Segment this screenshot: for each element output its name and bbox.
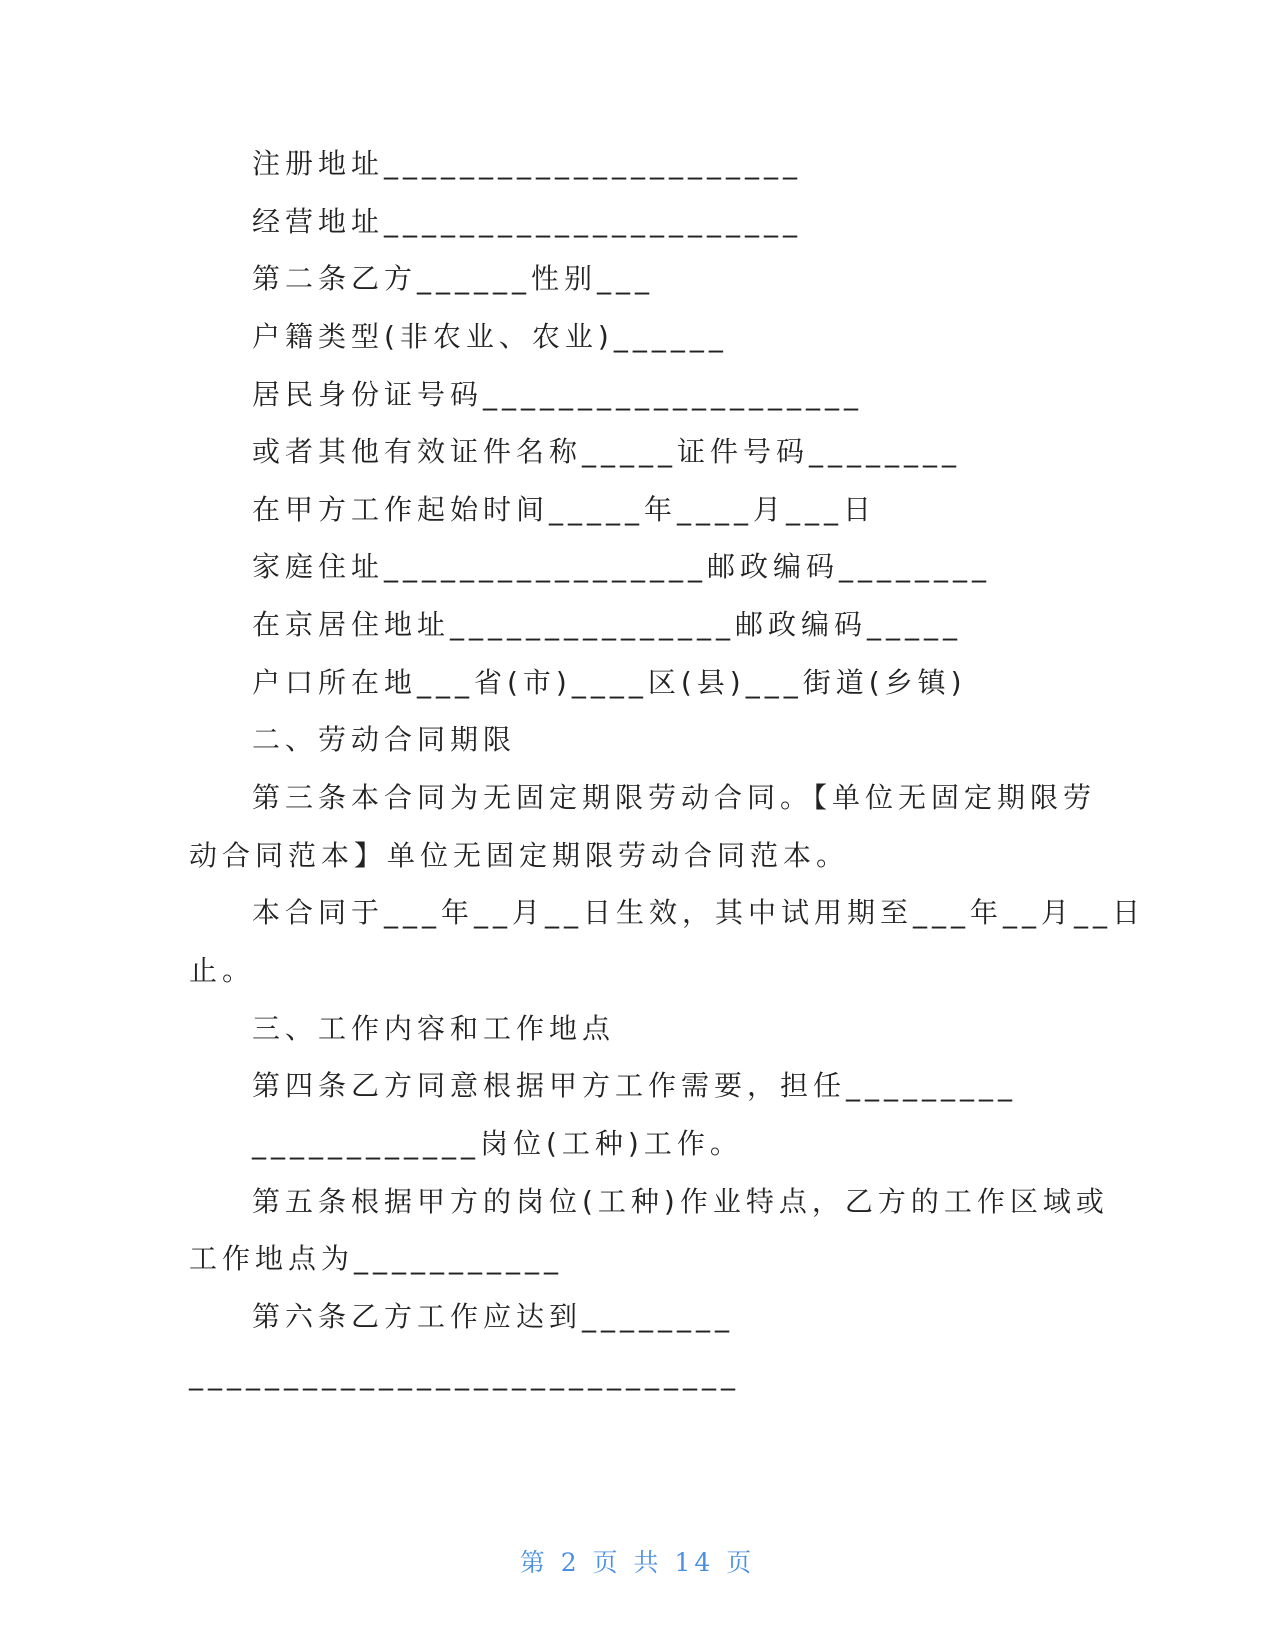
beijing-address-line: 在京居住地址_______________邮政编码_____ [252,608,963,641]
effective-date-line-1: 本合同于___年__月__日生效，其中试用期至___年__月__日 [252,896,1146,929]
article-6-line-2: _____________________________ [189,1358,740,1391]
registered-address-line: 注册地址______________________ [252,147,803,180]
article-4-line-1: 第四条乙方同意根据甲方工作需要，担任_________ [252,1069,1018,1102]
page-number-footer: 第 2 页 共 14 页 [519,1548,756,1577]
article-3-line-2: 动合同范本】单位无固定期限劳动合同范本。 [189,839,850,872]
article-5-line-1: 第五条根据甲方的岗位(工种)作业特点，乙方的工作区域或 [252,1185,1109,1218]
other-id-line: 或者其他有效证件名称_____证件号码________ [252,435,962,468]
article-5-line-2: 工作地点为___________ [189,1242,564,1275]
id-number-line: 居民身份证号码____________________ [252,378,864,411]
section-heading-work: 三、工作内容和工作地点 [252,1012,616,1045]
article-4-line-2: ____________岗位(工种)工作。 [252,1127,743,1160]
home-address-line: 家庭住址_________________邮政编码________ [252,550,992,583]
start-date-line: 在甲方工作起始时间_____年____月___日 [252,493,877,526]
household-type-line: 户籍类型(非农业、农业)______ [252,320,728,353]
section-heading-term: 二、劳动合同期限 [252,723,517,756]
article-6-line-1: 第六条乙方工作应达到________ [252,1300,735,1333]
effective-date-line-2: 止。 [189,954,256,987]
article-3-line-1: 第三条本合同为无固定期限劳动合同。【单位无固定期限劳 [252,781,1097,814]
party-b-gender-line: 第二条乙方______性别___ [252,262,655,295]
hukou-location-line: 户口所在地___省(市)____区(县)___街道(乡镇) [252,666,967,699]
business-address-line: 经营地址______________________ [252,205,803,238]
